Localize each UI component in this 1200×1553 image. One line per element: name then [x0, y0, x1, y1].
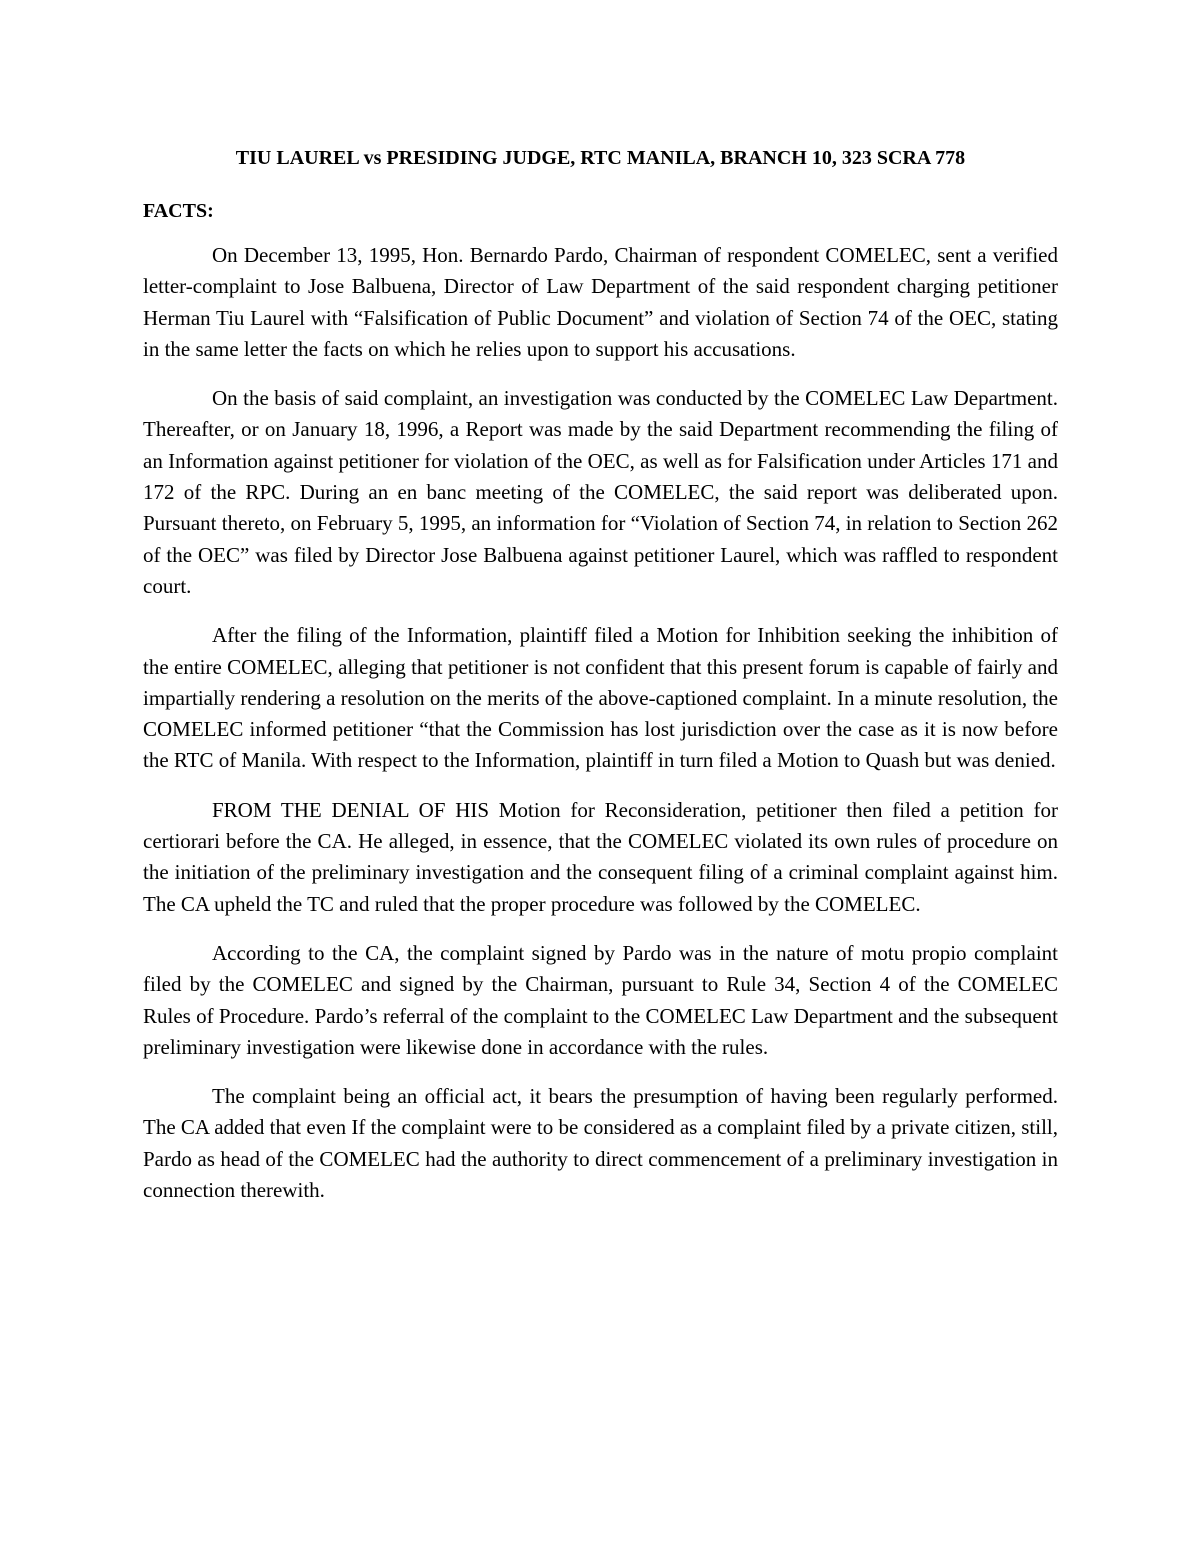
- document-body: [143, 142, 1058, 1224]
- section-heading-facts: FACTS:: [143, 200, 214, 222]
- paragraph: The complaint being an official act, it bears the presumption of having been regularly performed. The CA added that even If the complaint were to be considered as a complaint filed by a private citizen, still, Pardo as head of the COMELEC had the authority to direct commencement of a preliminary investigation in connection therewith.: [143, 1084, 1058, 1203]
- document-title: TIU LAUREL vs PRESIDING JUDGE, RTC MANILA, BRANCH 10, 323 SCRA 778: [235, 147, 966, 169]
- paragraph: After the filing of the Information, plaintiff filed a Motion for Inhibition seeking the inhibition of the entire COMELEC, alleging that petitioner is not confident that this present forum is capable of fairly and impartially rendering a resolution on the merits of the above-captioned complaint. In a minute resolution, the COMELEC informed petitioner “that the Commission has lost jurisdiction over the case as it is now before the RTC of Manila. With respect to the Information, plaintiff in turn filed a Motion to Quash but was denied.: [143, 623, 1058, 773]
- paragraph: On the basis of said complaint, an investigation was conducted by the COMELEC Law Department. Thereafter, or on January 18, 1996, a Report was made by the said Department recommending the filing of an Information against petitioner for violation of the OEC, as well as for Falsification under Articles 171 and 172 of the RPC. During an en banc meeting of the COMELEC, the said report was deliberated upon. Pursuant thereto, on February 5, 1995, an information for “Violation of Section 74, in relation to Section 262 of the OEC” was filed by Director Jose Balbuena against petitioner Laurel, which was raffled to respondent court.: [143, 386, 1058, 598]
- paragraph: On December 13, 1995, Hon. Bernardo Pardo, Chairman of respondent COMELEC, sent a verified letter-complaint to Jose Balbuena, Director of Law Department of the said respondent charging petitioner Herman Tiu Laurel with “Falsification of Public Document” and violation of Section 74 of the OEC, stating in the same letter the facts on which he relies upon to support his accusations.: [143, 243, 1058, 361]
- paragraph: FROM THE DENIAL OF HIS Motion for Reconsideration, petitioner then filed a petition for certiorari before the CA. He alleged, in essence, that the COMELEC violated its own rules of procedure on the initiation of the preliminary investigation and the consequent filing of a criminal complaint against him. The CA upheld the TC and ruled that the proper procedure was followed by the COMELEC.: [143, 797, 1058, 916]
- paragraph: According to the CA, the complaint signed by Pardo was in the nature of motu propio complaint filed by the COMELEC and signed by the Chairman, pursuant to Rule 34, Section 4 of the COMELEC Rules of Procedure. Pardo’s referral of the complaint to the COMELEC Law Department and the subsequent preliminary investigation were likewise done in accordance with the rules.: [143, 940, 1058, 1059]
